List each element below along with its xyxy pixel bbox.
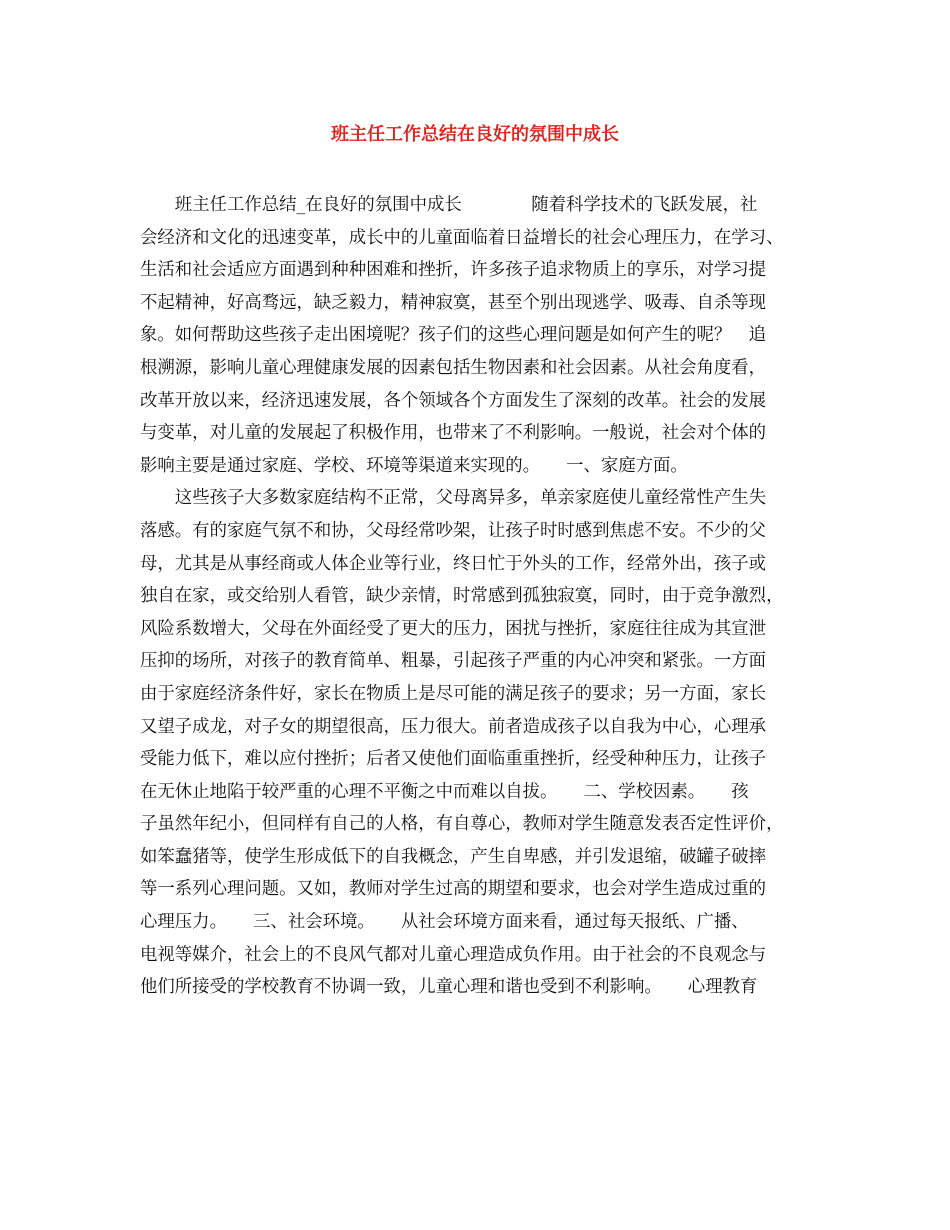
text-line: 压抑的场所，对孩子的教育简单、粗暴，引起孩子严重的内心冲突和紧张。一方面 [140,651,767,672]
text-line: 根溯源，影响儿童心理健康发展的因素包括生物因素和社会因素。从社会角度看， [140,357,767,378]
text-line: 电视等媒介，社会上的不良风气都对儿童心理造成负作用。由于社会的不良观念与 [140,944,767,965]
paragraph-1 [140,189,816,482]
text-line: 如笨蠢猪等，使学生形成低下的自我概念，产生自卑感，并引发退缩，破罐子破摔 [140,846,767,867]
text-line: 等一系列心理问题。又如，教师对学生过高的期望和要求，也会对学生造成过重的 [140,879,767,900]
text-line: 心理压力。 三、社会环境。 从社会环境方面来看，通过每天报纸、广播、 [140,912,749,933]
text-line: 会经济和文化的迅速变革，成长中的儿童面临着日益增长的社会心理压力，在学习、 [140,227,784,248]
text-line: 不起精神，好高骛远，缺乏毅力，精神寂寞，甚至个别出现逃学、吸毒、自杀等现 [140,292,767,313]
text-line: 子虽然年纪小，但同样有自己的人格，有自尊心，教师对学生随意发表否定性评价， [140,814,784,835]
text-line: 生活和社会适应方面遇到种种困难和挫折，许多孩子追求物质上的享乐，对学习提 [140,260,767,281]
text-line: 风险系数增大，父母在外面经受了更大的压力，困扰与挫折，家庭往往成为其宣泄 [140,618,767,639]
document-title: 班主任工作总结在良好的氛围中成长 [331,124,619,145]
text-line: 他们所接受的学校教育不协调一致，儿童心理和谐也受到不利影响。 心理教育 [140,977,758,998]
document-body [140,189,816,1004]
text-line: 由于家庭经济条件好，家长在物质上是尽可能的满足孩子的要求；另一方面，家长 [140,683,767,704]
text-line: 在无休止地陷于较严重的心理不平衡之中而难以自拔。 二、学校因素。 孩 [140,781,749,802]
paragraph-2 [140,482,816,1004]
text-line: 影响主要是通过家庭、学校、环境等渠道来实现的。 一、家庭方面。 [140,455,688,476]
text-line: 改革开放以来，经济迅速发展，各个领域各个方面发生了深刻的改革。社会的发展 [140,390,767,411]
text-line: 与变革，对儿童的发展起了积极作用，也带来了不利影响。一般说，社会对个体的 [140,423,767,444]
text-line: 母，尤其是从事经商或人体企业等行业，终日忙于外头的工作，经常外出，孩子或 [140,553,767,574]
text-line: 班主任工作总结_在良好的氛围中成长 随着科学技术的飞跃发展，社 [174,195,758,215]
text-line: 受能力低下，难以应付挫折；后者又使他们面临重重挫折，经受种种压力，让孩子 [140,749,767,770]
text-line: 独自在家，或交给别人看管，缺少亲情，时常感到孤独寂寞，同时，由于竞争激烈， [140,586,784,607]
text-line: 落感。有的家庭气氛不和协，父母经常吵架，让孩子时时感到焦虑不安。不少的父 [140,520,767,541]
text-line: 又望子成龙，对子女的期望很高，压力很大。前者造成孩子以自我为中心，心理承 [140,716,767,737]
text-line: 象。如何帮助这些孩子走出困境呢？孩子们的这些心理问题是如何产生的呢？ 追 [140,325,767,346]
text-line: 这些孩子大多数家庭结构不正常，父母离异多，单亲家庭使儿童经常性产生失 [174,488,767,509]
